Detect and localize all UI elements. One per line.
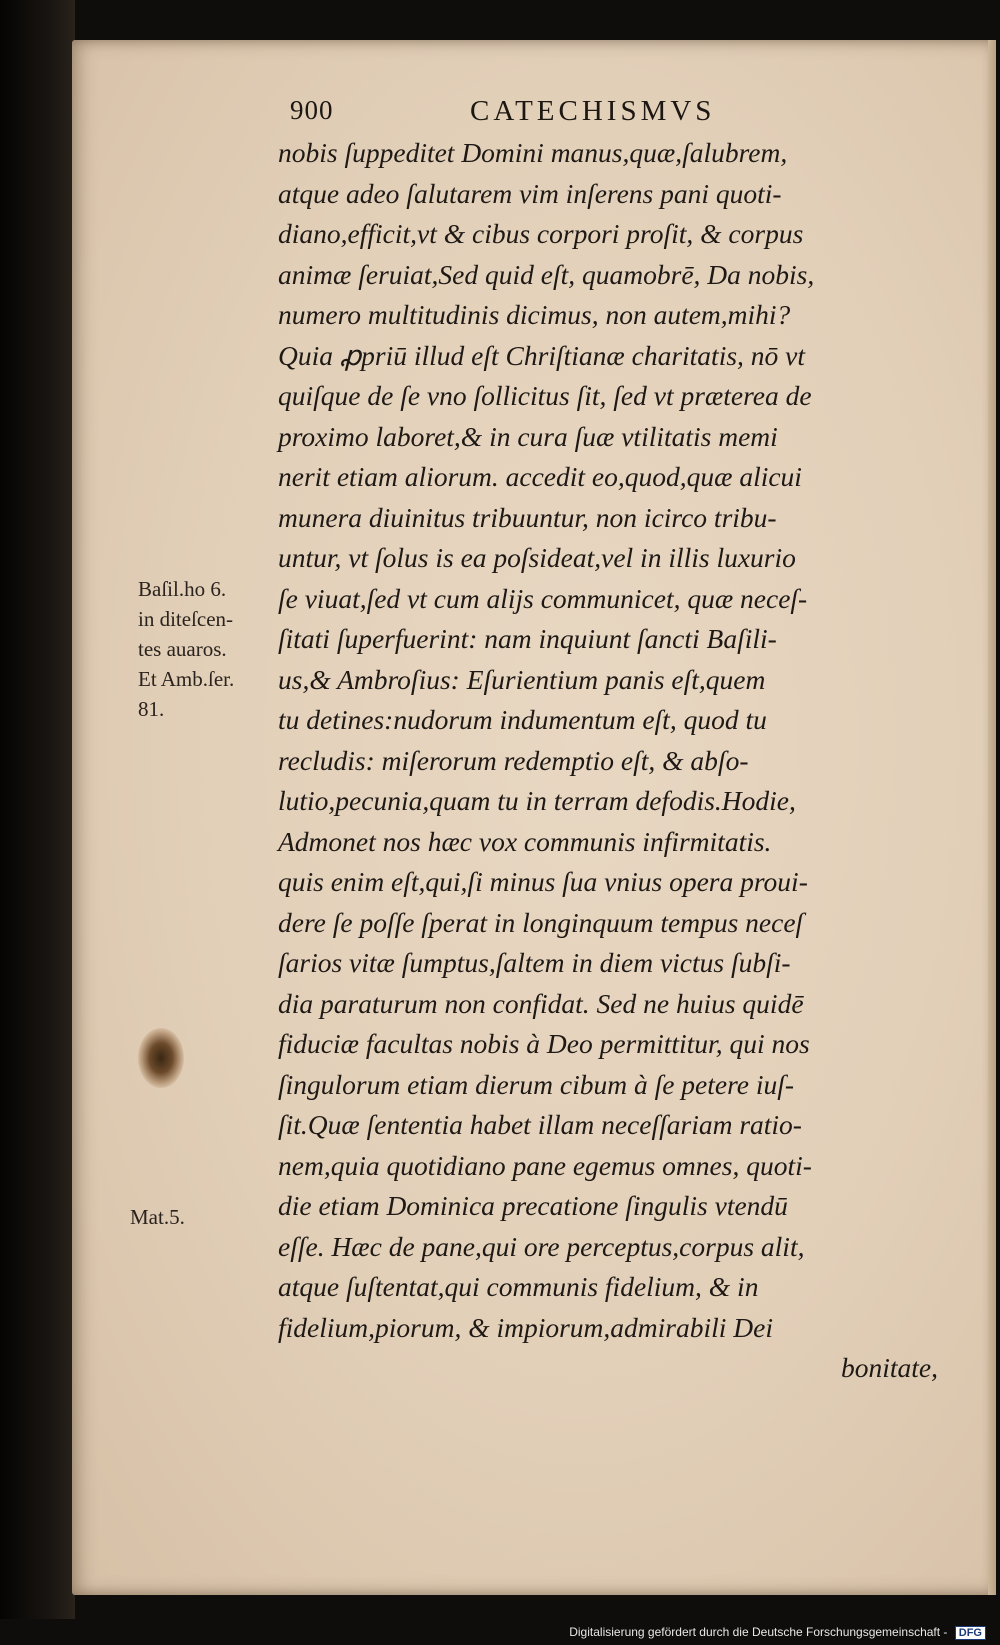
funding-credit-text: Digitalisierung gefördert durch die Deutsche Forschungsgemeinschaft - (569, 1625, 948, 1639)
text-line: ſitati ſuperfuerint: nam inquiunt ſancti Baſili- (278, 623, 777, 654)
text-line: ſarios vitæ ſumptus,ſaltem in diem victus ſubſi- (278, 947, 791, 978)
text-line: untur, vt ſolus is ea poſsideat,vel in illis luxurio (278, 542, 796, 573)
text-line: proximo laboret,& in cura ſuæ vtilitatis memi (278, 420, 778, 452)
text-line: animæ ſeruiat,Sed quid eſt, quamobrē, Da nobis, (278, 258, 815, 290)
running-title: CATECHISMVS (470, 95, 716, 127)
ink-stain (138, 1028, 184, 1088)
text-line: Admonet nos hæc vox communis infirmitatis. (278, 825, 772, 857)
text-line: eſſe. Hæc de pane,qui ore perceptus,corpus alit, (278, 1230, 805, 1262)
text-line: Quia ꝓpriū illud eſt Chriſtianæ charitatis, nō vt (278, 339, 806, 371)
text-line: nobis ſuppeditet Domini manus,quæ,ſalubrem, (278, 137, 788, 168)
text-line: fiduciæ facultas nobis à Deo permittitur, qui nos (278, 1028, 810, 1059)
text-line: munera diuinitus tribuuntur, non icirco tribu- (278, 501, 777, 533)
text-line: nem,quia quotidiano pane egemus omnes, quoti- (278, 1149, 812, 1181)
margin-note-line: Et Amb.ſer. (138, 667, 235, 691)
text-line: numero multitudinis dicimus, non autem,mihi? (278, 299, 791, 330)
margin-note-line: Baſil.ho 6. (138, 577, 227, 601)
text-line: diano,efficit,vt & cibus corpori proſit, & corpus (278, 218, 804, 249)
text-line: atque adeo ſalutarem vim inſerens pani quoti- (278, 177, 782, 209)
text-line: dia paraturum non confidat. Sed ne huius quidē (278, 987, 804, 1019)
text-line: nerit etiam aliorum. accedit eo,quod,quæ alicui (278, 461, 802, 492)
text-line: die etiam Dominica precatione ſingulis vtendū (278, 1190, 788, 1221)
dfg-logo: DFG (955, 1626, 986, 1640)
text-line: ſingulorum etiam dierum cibum à ſe petere iuſ- (278, 1068, 795, 1100)
text-line: atque ſuſtentat,qui communis fidelium, & in (278, 1271, 759, 1302)
text-line: lutio,pecunia,quam tu in terram defodis.Hodie, (278, 785, 796, 816)
margin-note-line: 81. (138, 697, 165, 721)
text-line: quiſque de ſe vno ſollicitus ſit, ſed vt præterea de (278, 380, 812, 411)
main-text-block (278, 133, 938, 1389)
text-line: dere ſe poſſe ſperat in longinquum tempus neceſ (278, 906, 804, 938)
text-line: quis enim eſt,qui,ſi minus ſua vnius opera proui- (278, 866, 808, 897)
text-line: us,& Ambroſius: Eſurientium panis eſt,quem (278, 663, 766, 695)
book-gutter-shadow (0, 0, 75, 1645)
text-line: tu detines:nudorum indumentum eſt, quod tu (278, 704, 767, 735)
funding-credit (569, 1625, 986, 1640)
margin-note-line: in diteſcen- (138, 607, 234, 631)
text-line: ſe viuat,ſed vt cum alijs communicet, quæ neceſ- (278, 582, 808, 614)
text-line: ſit.Quæ ſententia habet illam neceſſariam ratio- (278, 1109, 802, 1140)
text-line: fidelium,piorum, & impiorum,admirabili Dei (278, 1311, 773, 1343)
margin-note-line: Mat.5. (130, 1205, 185, 1229)
margin-note-line: tes auaros. (138, 637, 227, 661)
catchword-line: bonitate, (840, 1352, 938, 1383)
page-number: 900 (290, 95, 334, 125)
margin-note-matthew (130, 1202, 185, 1232)
margin-note-basil (138, 574, 234, 724)
text-line: recludis: miſerorum redemptio eſt, & abſo- (278, 744, 749, 776)
page-edge (988, 40, 996, 1595)
footer-bar (0, 1619, 1000, 1645)
